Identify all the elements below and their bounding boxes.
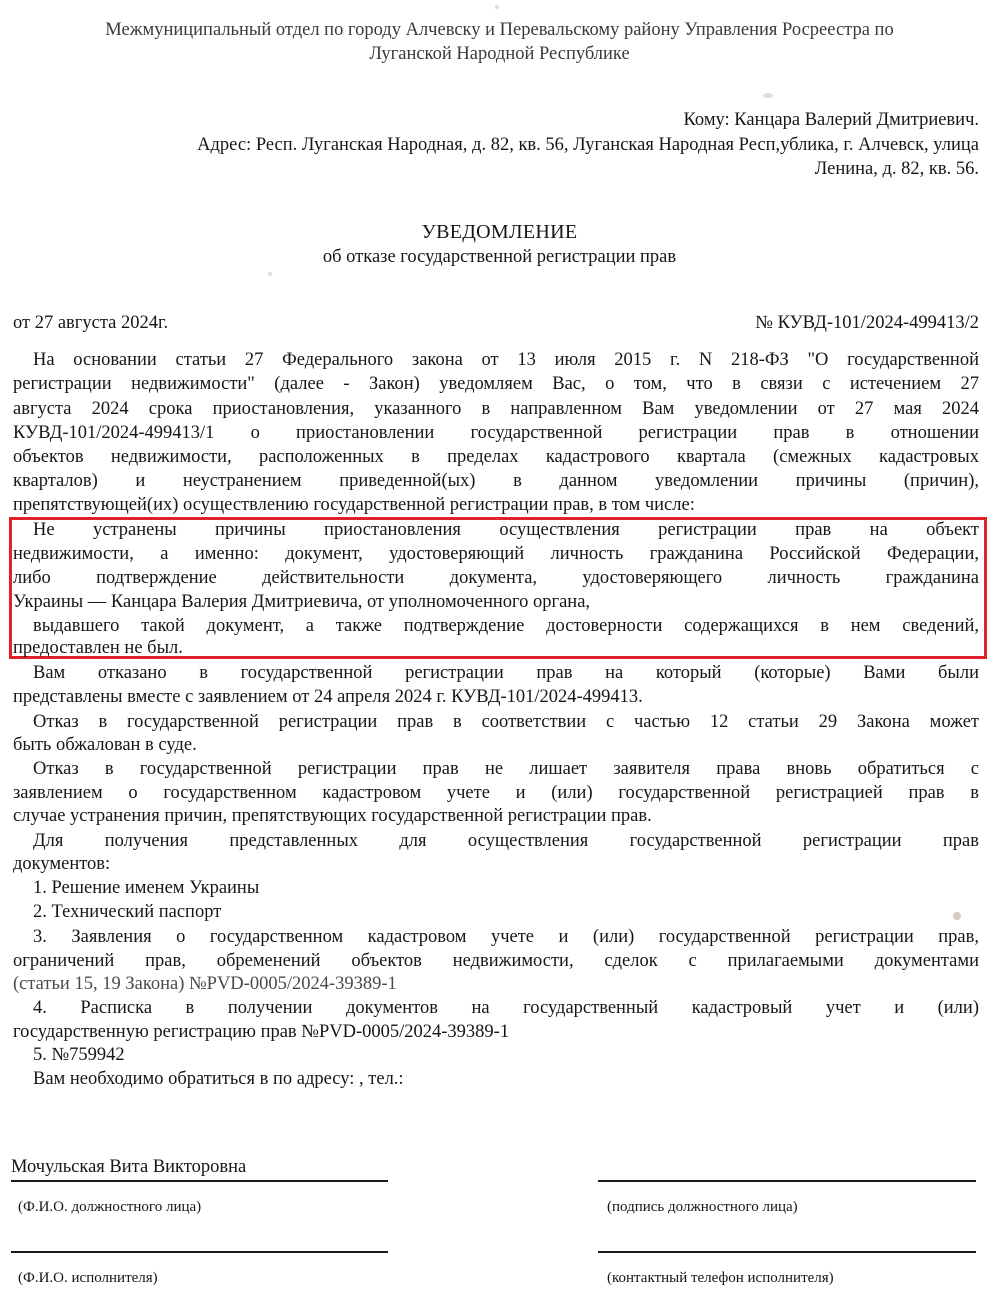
highlighted-reason-line: выдавшего такой документ, а также подтверждение достоверности содержащихся в нем сведений, <box>33 616 979 636</box>
issuer-line-2: Луганской Народной Республике <box>369 44 630 64</box>
paragraph-4-line: быть обжалован в суде. <box>13 735 197 755</box>
paragraph-1-line: объектов недвижимости, расположенных в пределах кадастрового квартала (смежных кадастровых <box>13 447 979 467</box>
scan-speck <box>763 93 773 98</box>
document-list-item: 4. Расписка в получении документов на государственный кадастровый учет и (или) <box>33 998 979 1018</box>
paragraph-1-line: августа 2024 срока приостановления, указанного в направленном Вам уведомлении от 27 мая 2024 <box>13 399 979 419</box>
official-name-rule <box>11 1180 388 1182</box>
paragraph-4-line: Отказ в государственной регистрации прав в соответствии с частью 12 статьи 29 Закона может <box>33 712 979 732</box>
document-date: от 27 августа 2024г. <box>13 313 169 333</box>
document-list-item: (статьи 15, 19 Закона) №PVD-0005/2024-39389-1 <box>13 974 397 994</box>
signature-caption: (подпись должностного лица) <box>607 1199 798 1215</box>
paragraph-5-line: случае устранения причин, препятствующих государственной регистрации прав. <box>13 806 652 826</box>
scan-speck <box>268 272 272 276</box>
executor-caption: (Ф.И.О. исполнителя) <box>18 1270 158 1286</box>
official-name-caption: (Ф.И.О. должностного лица) <box>18 1199 202 1215</box>
paragraph-5-line: заявлением о государственном кадастровом учете и (или) государственной регистрацией прав в <box>13 783 979 803</box>
paragraph-1-line: КУВД-101/2024-499413/1 о приостановлении государственной регистрации прав в отношении <box>13 423 979 443</box>
document-list-item: ограничений прав, обременений объектов недвижимости, сделок с прилагаемыми документами <box>13 951 979 971</box>
document-list-item: 5. №759942 <box>33 1045 125 1065</box>
phone-rule <box>598 1251 976 1253</box>
document-title: УВЕДОМЛЕНИЕ <box>421 221 578 243</box>
recipient-address-line-2: Ленина, д. 82, кв. 56. <box>814 159 979 179</box>
phone-caption: (контактный телефон исполнителя) <box>607 1270 834 1286</box>
signature-rule <box>598 1180 976 1182</box>
highlighted-reason-line: предоставлен не был. <box>13 638 183 658</box>
issuer-line-1: Межмуниципальный отдел по городу Алчевску и Перевальскому району Управления Росреестра по <box>105 20 894 40</box>
paragraph-1-line: кварталов) и неустранением приведенной(ых) в данном уведомлении причины (причин), <box>13 471 979 491</box>
executor-name-rule <box>11 1251 388 1253</box>
paragraph-1-line: На основании статьи 27 Федерального закона от 13 июля 2015 г. N 218-ФЗ "О государственной <box>33 350 979 370</box>
highlighted-reason-line: либо подтверждение действительности документа, удостоверяющего личность гражданина <box>13 568 979 588</box>
document-list-item: 3. Заявления о государственном кадастровом учете и (или) государственной регистрации прав, <box>33 927 979 947</box>
paragraph-3-line: представлены вместе с заявлением от 24 апреля 2024 г. КУВД-101/2024-499413. <box>13 687 643 707</box>
document-list-item: 1. Решение именем Украины <box>33 878 260 898</box>
paragraph-3-line: Вам отказано в государственной регистрации прав на который (которые) Вами были <box>33 663 979 683</box>
paragraph-1-line: препятствующей(их) осуществлению государственной регистрации прав, в том числе: <box>13 495 695 515</box>
recipient-address-line-1: Адрес: Респ. Луганская Народная, д. 82, кв. 56, Луганская Народная Респ,ублика, г. Алчевск, улица <box>197 135 979 155</box>
document-number: № КУВД-101/2024-499413/2 <box>755 313 979 333</box>
contact-line: Вам необходимо обратиться в по адресу: , тел.: <box>33 1069 404 1089</box>
paragraph-6-line: документов: <box>13 854 111 874</box>
scan-speck <box>953 912 961 920</box>
paragraph-5-line: Отказ в государственной регистрации прав не лишает заявителя права вновь обратиться с <box>33 759 979 779</box>
paragraph-1-line: регистрации недвижимости" (далее - Закон) уведомляем Вас, о том, что в связи с истечением 27 <box>13 374 979 394</box>
document-list-item: 2. Технический паспорт <box>33 902 222 922</box>
document-subtitle: об отказе государственной регистрации прав <box>322 247 677 267</box>
document-list-item: государственную регистрацию прав №PVD-0005/2024-39389-1 <box>13 1022 510 1042</box>
scan-speck <box>495 5 499 9</box>
official-name: Мочульская Вита Викторовна <box>11 1157 247 1177</box>
paragraph-6-line: Для получения представленных для осуществления государственной регистрации прав <box>33 831 979 851</box>
recipient-name: Кому: Канцара Валерий Дмитриевич. <box>683 110 979 130</box>
highlighted-reason-line: Украины — Канцара Валерия Дмитриевича, от уполномоченного органа, <box>13 592 591 612</box>
highlighted-reason-line: Не устранены причины приостановления осуществления регистрации прав на объект <box>33 520 979 540</box>
highlighted-reason-line: недвижимости, а именно: документ, удостоверяющий личность гражданина Российской Федерации, <box>13 544 979 564</box>
